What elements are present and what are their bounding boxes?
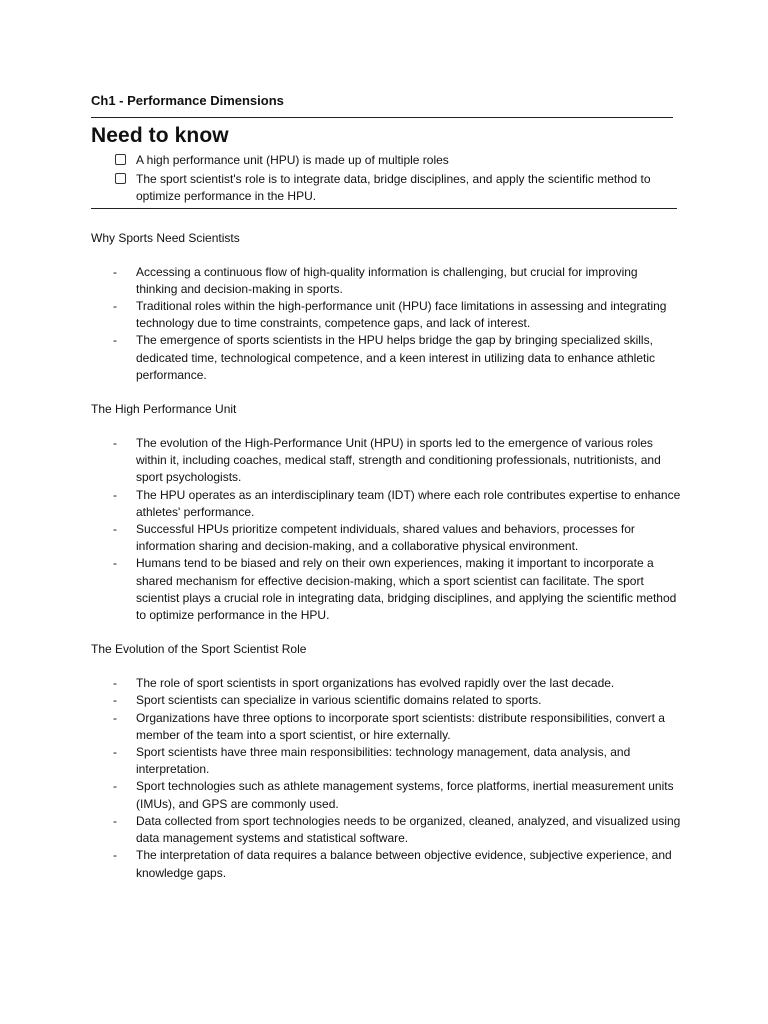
- dash-bullet: -: [113, 264, 117, 279]
- checklist-item-text: The sport scientist's role is to integrate data, bridge disciplines, and apply the scientific method to optimize performance in the HPU.: [136, 172, 651, 204]
- list-item-text: The interpretation of data requires a balance between objective evidence, subjective experience, and knowledge gaps.: [136, 848, 672, 880]
- dash-bullet: -: [113, 676, 117, 691]
- dash-bullet: -: [113, 848, 117, 863]
- section-high-performance-unit: [91, 401, 681, 624]
- bullet-list: [91, 435, 681, 624]
- list-item: [113, 332, 681, 384]
- list-item-text: Successful HPUs prioritize competent individuals, shared values and behaviors, processes for information sharing and decision-making, and a collaborative physical environment.: [136, 522, 635, 554]
- section-evolution-sport-scientist: [91, 641, 681, 881]
- list-item-text: Sport technologies such as athlete management systems, force platforms, inertial measurement units (IMUs), and GPS are commonly used.: [136, 779, 674, 811]
- list-item-text: Traditional roles within the high-performance unit (HPU) face limitations in assessing and integrating technology due to time constraints, competence gaps, and lack of interest.: [136, 299, 667, 331]
- list-item-text: The emergence of sports scientists in the HPU helps bridge the gap by bringing specialized skills, dedicated time, technological competence, and a keen interest in utilizing data to enhance athletic performance.: [136, 333, 655, 382]
- dash-bullet: -: [113, 556, 117, 571]
- bullet-list: [91, 264, 681, 384]
- dash-bullet: -: [113, 436, 117, 451]
- list-item: [113, 435, 681, 487]
- need-to-know-heading: Need to know: [91, 124, 229, 147]
- checkbox-icon[interactable]: [115, 173, 126, 184]
- list-item: [113, 710, 681, 744]
- divider-bottom: [91, 208, 677, 209]
- dash-bullet: -: [113, 779, 117, 794]
- need-to-know-checklist: [91, 152, 681, 206]
- list-item-text: Accessing a continuous flow of high-quality information is challenging, but crucial for improving thinking and decision-making in sports.: [136, 264, 638, 296]
- list-item-text: The evolution of the High-Performance Unit (HPU) in sports led to the emergence of various roles within it, including coaches, medical staff, strength and conditioning professionals, nutritionists, and sport psychologists.: [136, 436, 661, 485]
- section-title: The Evolution of the Sport Scientist Role: [91, 642, 307, 657]
- list-item: [113, 778, 681, 812]
- list-item: [113, 487, 681, 521]
- checklist-item-text: A high performance unit (HPU) is made up of multiple roles: [136, 153, 449, 167]
- list-item: [113, 555, 681, 624]
- list-item-text: The HPU operates as an interdisciplinary team (IDT) where each role contributes expertise to enhance athletes' performance.: [136, 487, 681, 519]
- dash-bullet: -: [113, 745, 117, 760]
- dash-bullet: -: [113, 693, 117, 708]
- list-item: [113, 813, 681, 847]
- list-item: [113, 298, 681, 332]
- checklist-item: [115, 171, 681, 205]
- section-title: Why Sports Need Scientists: [91, 230, 240, 245]
- dash-bullet: -: [113, 522, 117, 537]
- dash-bullet: -: [113, 710, 117, 725]
- chapter-title: Ch1 - Performance Dimensions: [91, 93, 284, 108]
- list-item-text: The role of sport scientists in sport organizations has evolved rapidly over the last decade.: [136, 676, 615, 691]
- list-item: [113, 264, 681, 298]
- list-item-text: Sport scientists have three main responsibilities: technology management, data analysis, and interpretation.: [136, 745, 631, 777]
- section-title: The High Performance Unit: [91, 402, 237, 417]
- list-item: [113, 847, 681, 881]
- bullet-list: [91, 675, 681, 881]
- document-page: [91, 92, 681, 882]
- list-item-text: Organizations have three options to incorporate sport scientists: distribute responsibilities, convert a member of the team into a sport scientist, or hire externally.: [136, 710, 665, 742]
- dash-bullet: -: [113, 299, 117, 314]
- list-item: [113, 744, 681, 778]
- divider-top: [91, 117, 673, 118]
- list-item-text: Sport scientists can specialize in various scientific domains related to sports.: [136, 693, 542, 708]
- list-item-text: Data collected from sport technologies needs to be organized, cleaned, analyzed, and visualized using data management systems and statistical software.: [136, 813, 681, 846]
- list-item: [113, 692, 681, 709]
- dash-bullet: -: [113, 333, 117, 348]
- dash-bullet: -: [113, 487, 117, 502]
- list-item: [113, 521, 681, 555]
- section-why-sports: [91, 230, 681, 384]
- list-item: [113, 675, 681, 692]
- dash-bullet: -: [113, 813, 117, 828]
- checkbox-icon[interactable]: [115, 154, 126, 165]
- list-item-text: Humans tend to be biased and rely on their own experiences, making it important to incorporate a shared mechanism for effective decision-making, which a sport scientist can facilitate. The sport scientist plays a crucial role in integrating data, bridging disciplines, and applying the scientific method to optimize performance in the HPU.: [136, 556, 677, 623]
- checklist-item: [115, 152, 681, 169]
